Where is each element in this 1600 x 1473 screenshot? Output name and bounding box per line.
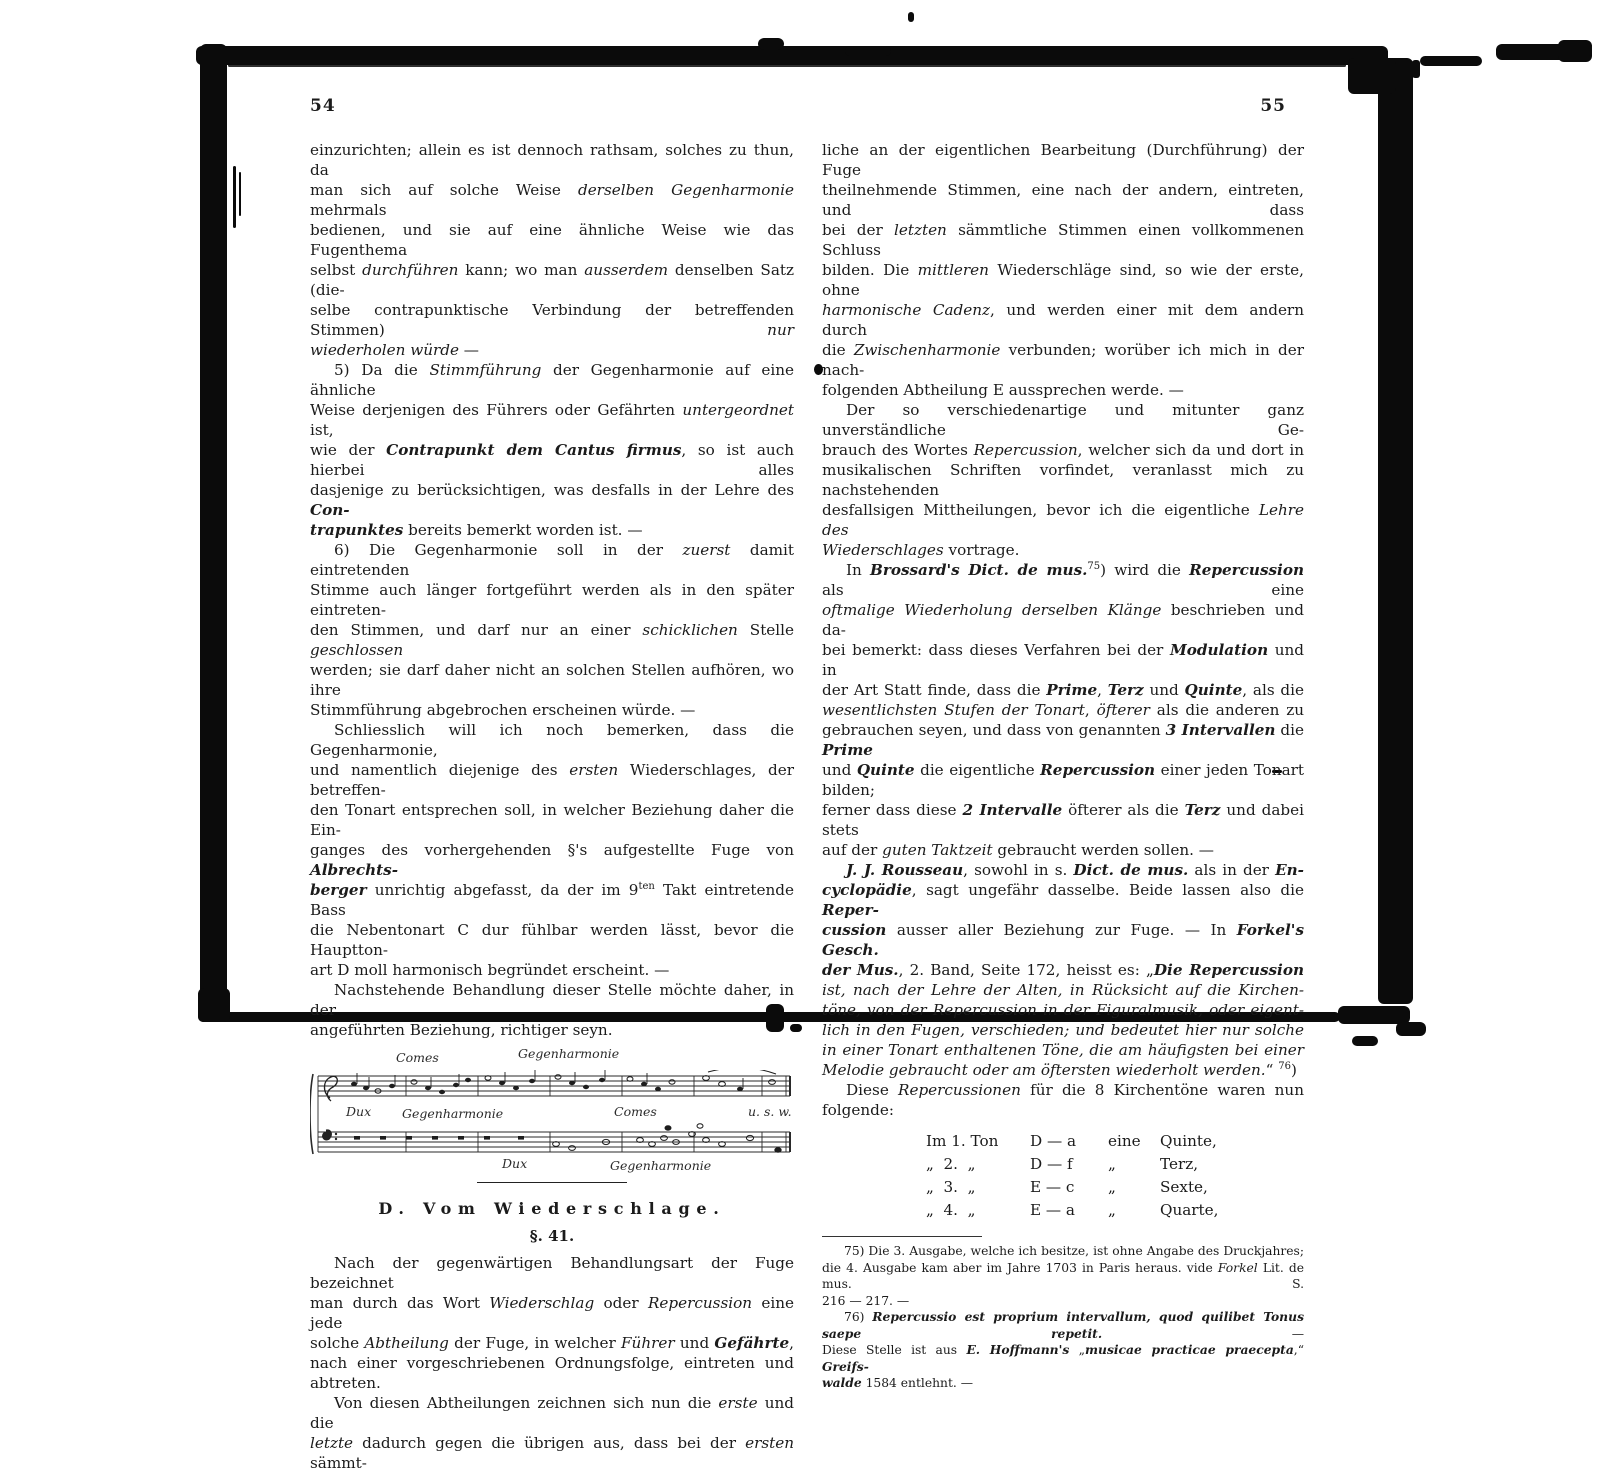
ink-tick-left-margin-1 — [233, 166, 236, 228]
text-line: desfallsigen Mittheilungen, bevor ich die eigentliche Lehre des — [822, 501, 1304, 539]
music-staves — [310, 1070, 794, 1162]
footnote-rule — [822, 1236, 982, 1237]
text-line: angeführten Beziehung, richtiger seyn. — [310, 1021, 613, 1039]
left-page — [310, 96, 794, 1473]
paragraph — [310, 140, 794, 360]
tone-table-cell: „ — [1108, 1155, 1116, 1173]
paragraph — [822, 1080, 1304, 1120]
tone-table-row — [926, 1199, 1304, 1222]
left-page-body-top — [310, 140, 794, 1040]
section-number: §. 41. — [529, 1227, 575, 1245]
tone-table-cell: eine — [1108, 1132, 1141, 1150]
figure-label-gegenharmonie-bottom: Gegenharmonie — [610, 1158, 712, 1173]
text-line: Stimme auch länger fortgeführt werden als in den später eintreten- — [310, 581, 794, 619]
rests-lower — [354, 1136, 524, 1140]
text-line: 216 — 217. — — [822, 1293, 910, 1308]
tone-table-cell: E — a — [1030, 1201, 1075, 1219]
text-line: 75) Die 3. Ausgabe, welche ich besitze, ist ohne Angabe des Druckjahres; — [844, 1244, 1304, 1258]
text-line: ferner dass diese 2 Intervalle öfterer als die Terz und dabei stets — [822, 801, 1304, 839]
tone-table-cell: Sexte, — [1160, 1178, 1208, 1196]
paragraph — [310, 720, 794, 980]
tone-table-cell: „ 2. „ — [926, 1155, 976, 1173]
slur — [708, 1070, 776, 1074]
paragraph — [310, 1393, 794, 1473]
text-line: nach einer vorgeschriebenen Ordnungsfolge, eintreten und abtreten. — [310, 1354, 794, 1392]
tone-table-cell: D — f — [1030, 1155, 1073, 1173]
text-line: bedienen, und sie auf eine ähnliche Weise wie das Fugenthema — [310, 221, 794, 259]
paragraph — [310, 540, 794, 720]
system-brace — [310, 1074, 313, 1154]
text-line: Stimmführung abgebrochen erscheinen würde. — — [310, 701, 696, 719]
page-number-right: 55 — [1260, 96, 1286, 116]
text-line: selbst durchführen kann; wo man ausserdem denselben Satz (die- — [310, 261, 794, 299]
text-line: Von diesen Abtheilungen zeichnen sich nun die erste und die — [310, 1394, 794, 1432]
text-line: die Nebentonart C dur fühlbar werden lässt, bevor die Hauptton- — [310, 921, 794, 959]
tone-table-row — [926, 1176, 1304, 1199]
text-line: auf der guten Taktzeit gebraucht werden sollen. — — [822, 841, 1214, 859]
text-line: bei der letzten sämmtliche Stimmen einen vollkommenen Schluss — [822, 221, 1304, 259]
text-line: brauch des Wortes Repercussion, welcher sich da und dort in — [822, 441, 1304, 459]
right-page-body — [822, 140, 1304, 1120]
text-line: wesentlichsten Stufen der Tonart, öfterer als die anderen zu — [822, 701, 1305, 719]
text-line: die 4. Ausgabe kam aber im Jahre 1703 in Paris heraus. vide Forkel Lit. de mus. S. — [822, 1260, 1305, 1291]
text-line: ganges des vorhergehenden §'s aufgestellte Fuge von Albrechts- — [310, 841, 794, 879]
text-line: walde 1584 entlehnt. — — [822, 1375, 974, 1390]
text-line: wiederholen würde — — [310, 341, 479, 359]
text-line: harmonische Cadenz, und werden einer mit dem andern durch — [822, 301, 1304, 339]
figure-label-comes-mid: Comes — [614, 1104, 657, 1119]
ink-blob-bottom-right-3 — [1352, 1036, 1378, 1046]
frame-right-bar — [1378, 58, 1413, 1004]
text-line: Weise derjenigen des Führers oder Gefährten untergeordnet ist, — [310, 401, 794, 439]
text-line: man durch das Wort Wiederschlag oder Repercussion eine jede — [310, 1294, 794, 1332]
text-line: oftmalige Wiederholung derselben Klänge beschrieben und da- — [822, 601, 1304, 639]
tone-table-cell: Quarte, — [1160, 1201, 1219, 1219]
text-line: musikalischen Schriften vorfindet, veranlasst mich zu nachstehenden — [822, 461, 1304, 499]
text-line: wie der Contrapunkt dem Cantus firmus, so ist auch hierbei alles — [310, 441, 794, 479]
text-line: Nachstehende Behandlung dieser Stelle möchte daher, in der — [310, 981, 794, 1019]
text-line: theilnehmende Stimmen, eine nach der andern, eintreten, und dass — [822, 181, 1304, 219]
paragraph — [822, 400, 1304, 560]
text-line: lich in den Fugen, verschieden; und bedeutet hier nur solche — [822, 1021, 1304, 1039]
text-line: und Quinte die eigentliche Repercussion einer jeden Tonart bilden; — [822, 761, 1304, 799]
frame-top-speckle — [228, 64, 1346, 67]
text-line: in einer Tonart enthaltenen Töne, die am häufigsten bei einer — [822, 1041, 1304, 1059]
frame-right-corner — [1348, 58, 1396, 94]
frame-right-hook — [1412, 60, 1420, 78]
tone-table-row — [926, 1130, 1304, 1153]
text-line: die Zwischenharmonie verbunden; worüber ich mich in der nach- — [822, 341, 1304, 379]
figure-label-comes-top: Comes — [396, 1050, 439, 1065]
text-line: und namentlich diejenige des ersten Wiederschlages, der betreffen- — [310, 761, 795, 799]
paragraph — [822, 1309, 1304, 1392]
text-line: cussion ausser aller Beziehung zur Fuge. — In Forkel's Gesch. — [822, 921, 1304, 959]
right-page — [822, 96, 1304, 1392]
text-line: 76) Repercussio est proprium intervallum, quod quilibet Tonus saepe repetit. — — [822, 1309, 1304, 1341]
frame-top-bar — [196, 46, 1388, 65]
text-line: den Stimmen, und darf nur an einer schicklichen Stelle geschlossen — [310, 621, 794, 659]
treble-clef — [324, 1076, 337, 1101]
text-line: 6) Die Gegenharmonie soll in der zuerst damit eintretenden — [310, 541, 794, 579]
text-line: folgende: — [822, 1101, 894, 1119]
tone-table-cell: „ — [1108, 1201, 1116, 1219]
text-line: letzte dadurch gegen die übrigen aus, dass bei der ersten sämmt- — [310, 1434, 794, 1472]
frame-left-bar — [200, 44, 227, 1020]
text-line: J. J. Rousseau, sowohl in s. Dict. de mus. als in der En- — [846, 861, 1304, 879]
figure-label-gegenharmonie-mid: Gegenharmonie — [402, 1106, 504, 1121]
tone-table-cell: Terz, — [1160, 1155, 1199, 1173]
left-page-body-bottom — [310, 1253, 794, 1473]
frame-bottom-left-corner — [198, 988, 230, 1022]
ink-tick-left-margin-2 — [239, 172, 241, 216]
page-number-left: 54 — [310, 96, 336, 116]
section-heading: D. Vom Wiederschlage. — [378, 1199, 726, 1218]
text-line: folgenden Abtheilung E aussprechen werde. — — [822, 381, 1184, 399]
paragraph — [822, 140, 1304, 400]
repercussion-tone-table — [926, 1130, 1304, 1222]
text-line: selbe contrapunktische Verbindung der betreffenden Stimmen) nur — [310, 301, 794, 339]
paragraph — [822, 1243, 1304, 1309]
figure-label-gegenharmonie-top: Gegenharmonie — [518, 1046, 620, 1061]
tone-table-row — [926, 1153, 1304, 1176]
text-line: Diese Stelle ist aus E. Hoffmann's „musicae practicae praecepta,“ Greifs- — [822, 1342, 1304, 1374]
bass-clef — [323, 1130, 332, 1140]
section-divider-rule — [477, 1182, 627, 1183]
ink-blob-top-center-2 — [845, 46, 891, 56]
text-line: der Art Statt finde, dass die Prime, Terz und Quinte, als die — [822, 681, 1304, 699]
ink-blob-bottom-right-2 — [1396, 1022, 1426, 1036]
text-line: bei bemerkt: dass dieses Verfahren bei der Modulation und in — [822, 641, 1304, 679]
text-line: berger unrichtig abgefasst, da der im $9^{ten}$ Takt eintretende Bass — [310, 880, 795, 919]
text-line: trapunktes bereits bemerkt worden ist. — — [310, 521, 643, 539]
text-line: töne, von der Repercussion in der Figuralmusik, oder eigent- — [822, 1001, 1304, 1019]
tone-table-cell: E — c — [1030, 1178, 1075, 1196]
text-line: art D moll harmonisch begründet erscheint. — — [310, 961, 670, 979]
paragraph — [310, 1253, 794, 1393]
text-line: ist, nach der Lehre der Alten, in Rücksicht auf die Kirchen- — [822, 981, 1304, 999]
text-line: Wiederschlages vortrage. — [822, 541, 1020, 559]
paragraph — [822, 560, 1304, 860]
text-line: cyclopädie, sagt ungefähr dasselbe. Beide lassen also die Reper- — [822, 881, 1304, 919]
text-line: Schliesslich will ich noch bemerken, dass die Gegenharmonie, — [310, 721, 794, 759]
music-example-figure — [310, 1046, 794, 1173]
figure-label-usw: u. s. w. — [748, 1104, 792, 1119]
ink-blob-top-center-1 — [758, 38, 784, 50]
text-line: liche an der eigentlichen Bearbeitung (Durchführung) der Fuge — [822, 141, 1304, 179]
ink-mark-top-tiny — [908, 12, 914, 22]
text-line: der Mus., 2. Band, Seite 172, heisst es: „Die Repercussion — [822, 961, 1305, 979]
text-line: Der so verschiedenartige und mitunter ganz unverständliche Ge- — [822, 401, 1304, 439]
text-line: Nach der gegenwärtigen Behandlungsart der Fuge bezeichnet — [310, 1254, 794, 1292]
tone-table-cell: „ 4. „ — [926, 1201, 976, 1219]
text-line: bilden. Die mittleren Wiederschläge sind, so wie der erste, ohne — [822, 261, 1304, 299]
tone-table-cell: Quinte, — [1160, 1132, 1217, 1150]
text-line: Melodie gebraucht oder am öftersten wiederholt werden.“ $^{76}$) — [822, 1060, 1297, 1079]
footnotes — [822, 1243, 1304, 1392]
text-line: In Brossard's Dict. de mus.$^{75}$) wird die Repercussion als eine — [822, 560, 1304, 599]
text-line: dasjenige zu berücksichtigen, was desfalls in der Lehre des Con- — [310, 481, 794, 519]
noteheads-lower — [553, 1124, 782, 1152]
text-line: einzurichten; allein es ist dennoch rathsam, solches zu thun, da — [310, 141, 794, 179]
ink-blob-top-right-3 — [1558, 40, 1592, 62]
text-line: solche Abtheilung der Fuge, in welcher Führer und Gefährte, — [310, 1334, 794, 1352]
text-line: den Tonart entsprechen soll, in welcher Beziehung daher die Ein- — [310, 801, 794, 839]
tone-table-cell: „ 3. „ — [926, 1178, 976, 1196]
text-line: Diese Repercussionen für die 8 Kirchentöne waren nun — [846, 1081, 1304, 1099]
tone-table-cell: „ — [1108, 1178, 1116, 1196]
text-line: man sich auf solche Weise derselben Gegenharmonie mehrmals — [310, 181, 795, 219]
text-line: werden; sie darf daher nicht an solchen Stellen aufhören, wo ihre — [310, 661, 794, 699]
figure-label-dux-bottom: Dux — [502, 1156, 528, 1171]
paragraph — [822, 860, 1304, 1080]
paragraph — [310, 360, 794, 540]
text-line: 5) Da die Stimmführung der Gegenharmonie auf eine ähnliche — [310, 361, 794, 399]
ink-blob-top-right-1 — [1420, 56, 1482, 66]
tone-table-cell: D — a — [1030, 1132, 1077, 1150]
paragraph — [310, 980, 794, 1040]
text-line: gebrauchen seyen, und dass von genannten 3 Intervallen die Prime — [822, 721, 1304, 759]
figure-label-dux-mid: Dux — [346, 1104, 372, 1119]
tone-table-cell: Im 1. Ton — [926, 1132, 999, 1150]
